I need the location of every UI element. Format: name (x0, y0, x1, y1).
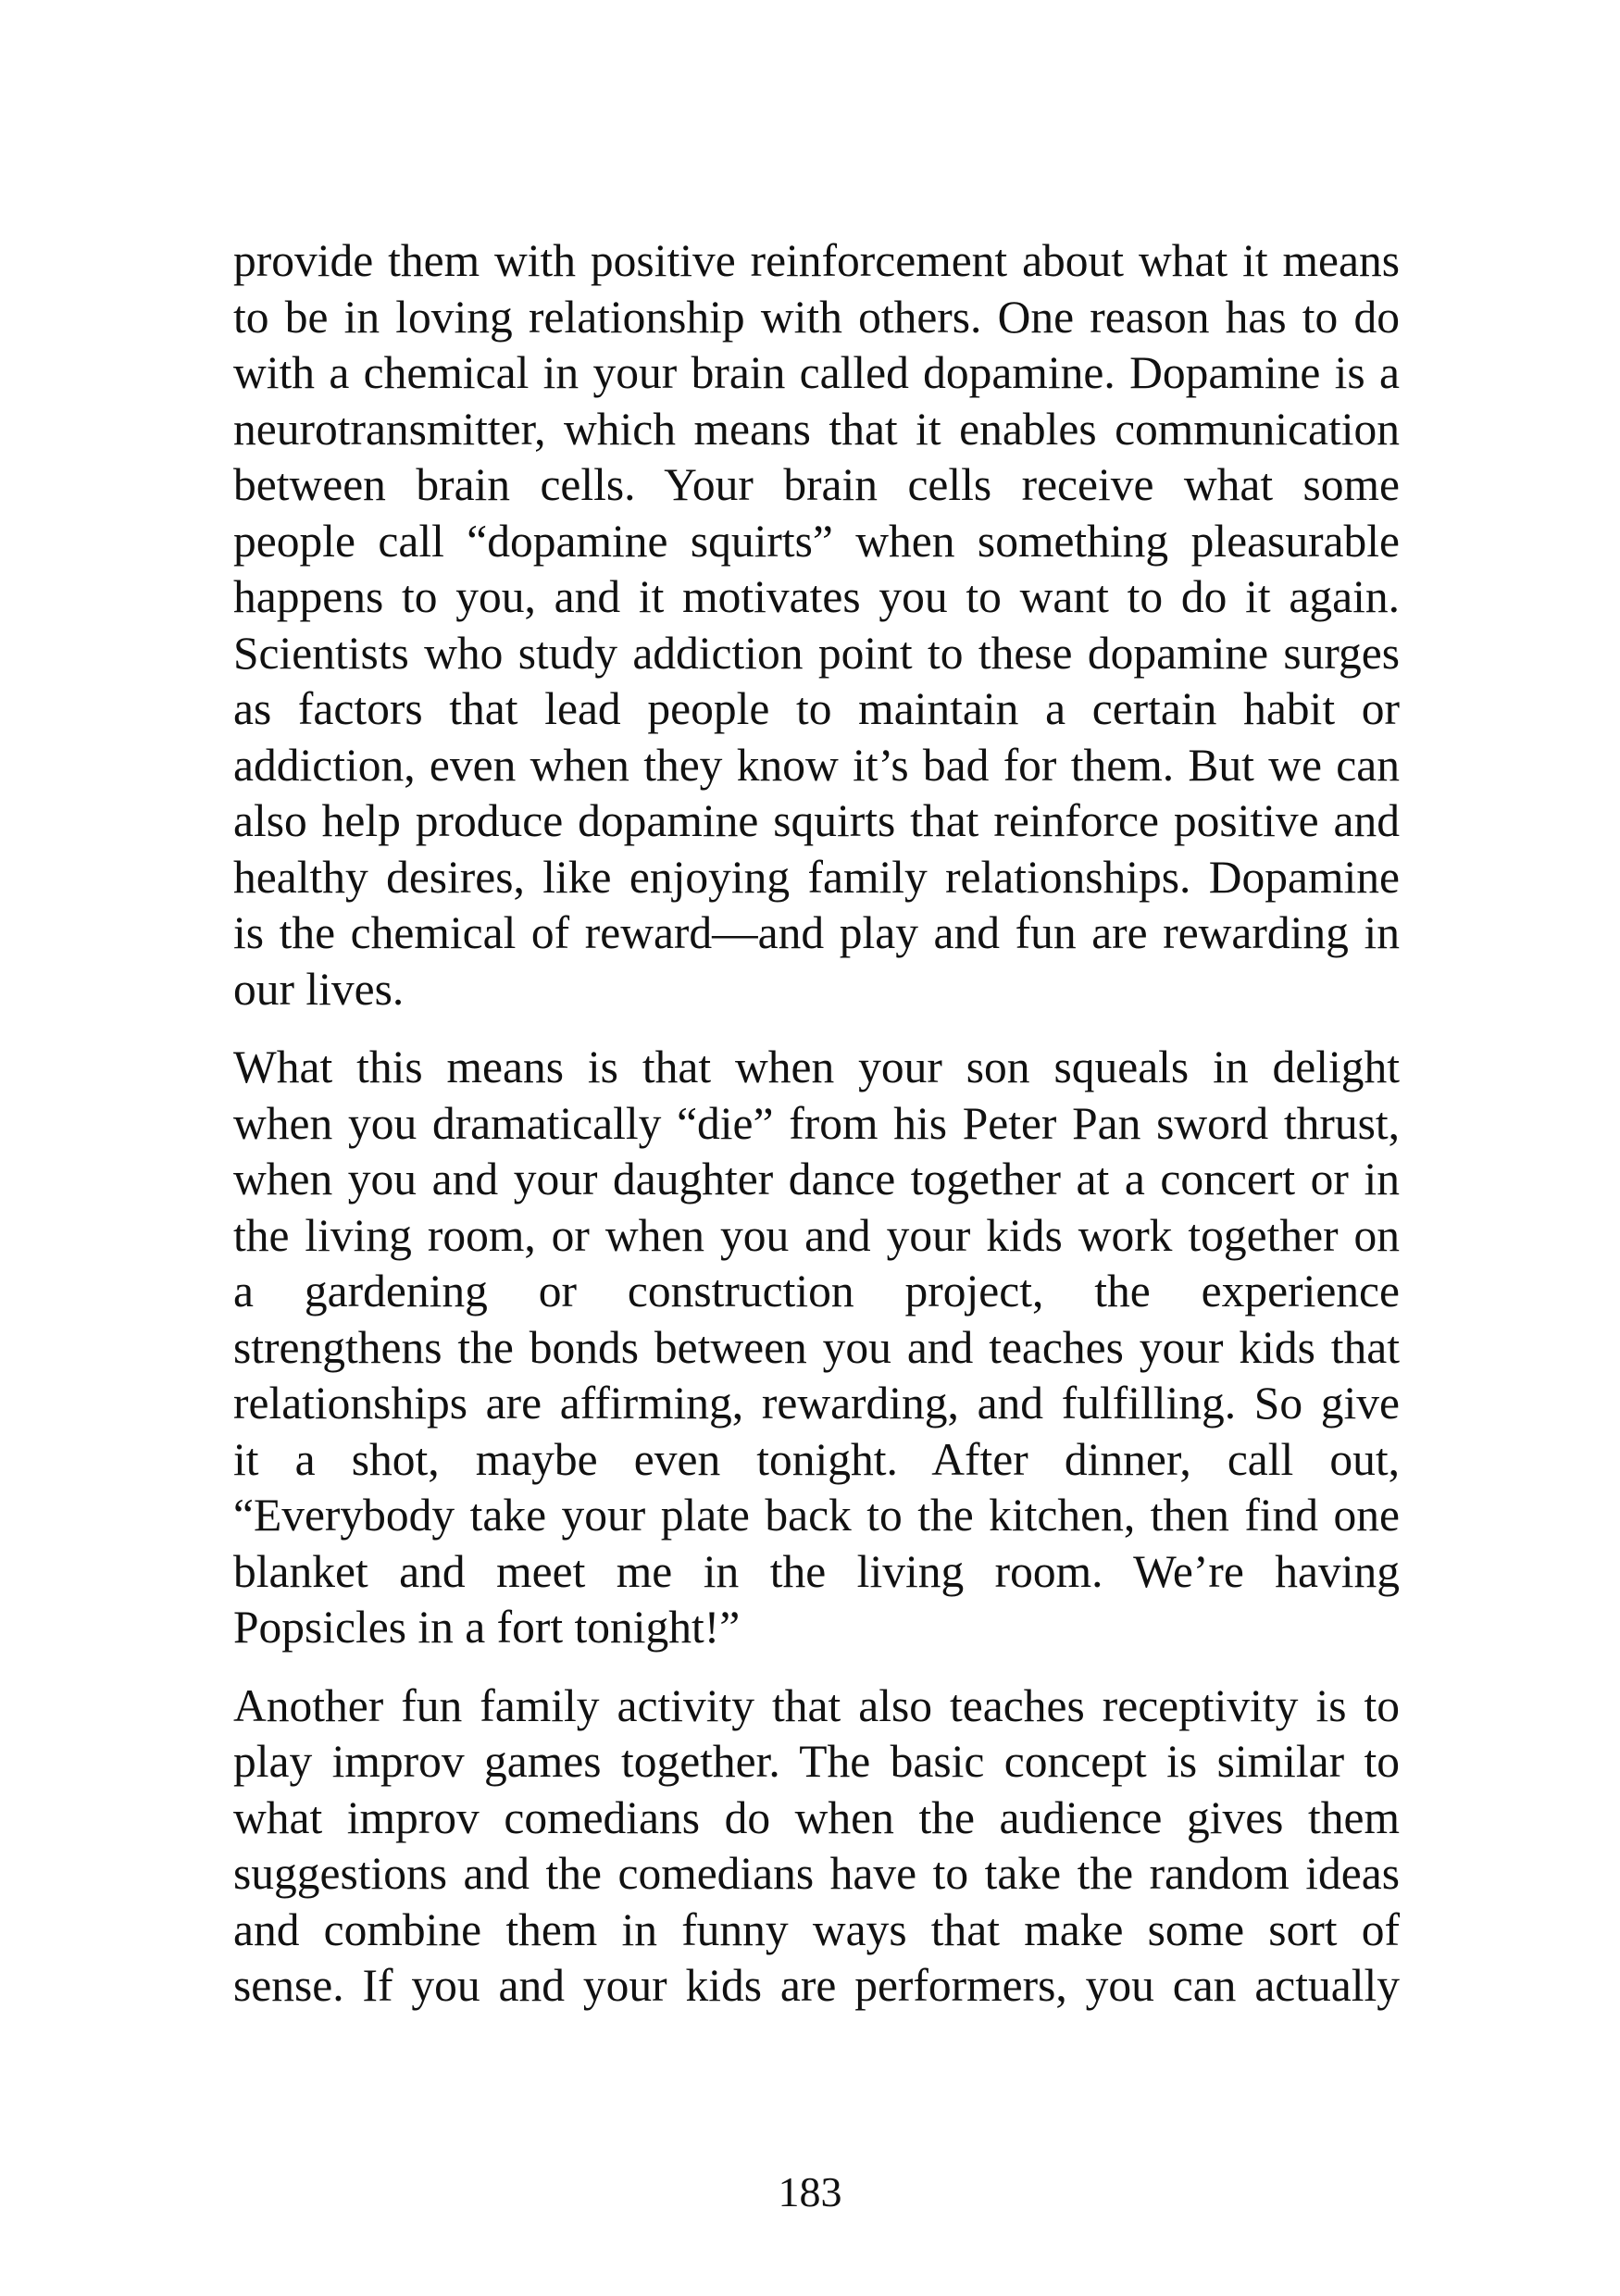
text-line: Another fun family activity that also teaches receptivity is to (233, 1679, 1400, 1731)
text-line: people call “dopamine squirts” when something pleasurable (233, 515, 1400, 567)
text-line: strengthens the bonds between you and teaches your kids that (233, 1321, 1400, 1373)
text-line: suggestions and the comedians have to take the random ideas (233, 1848, 1400, 1899)
text-line: blanket and meet me in the living room. We’re having (233, 1545, 1400, 1597)
text-line: when you and your daughter dance together at a concert or in (233, 1154, 1400, 1204)
page-number: 183 (778, 2168, 842, 2215)
text-line: healthy desires, like enjoying family relationships. Dopamine (233, 851, 1400, 903)
text-line: sense. If you and your kids are performers, you can actually (233, 1960, 1400, 2011)
text-line: relationships are affirming, rewarding, and fulfilling. So give (233, 1378, 1400, 1429)
text-line: what improv comedians do when the audience gives them (233, 1791, 1400, 1843)
text-line: as factors that lead people to maintain a certain habit or (233, 683, 1400, 734)
text-line: to be in loving relationship with others. One reason has to do (233, 291, 1400, 343)
text-line: and combine them in funny ways that make some sort of (233, 1903, 1400, 1955)
text-line: when you dramatically “die” from his Peter Pan sword thrust, (233, 1097, 1400, 1149)
text-line: play improv games together. The basic concept is similar to (233, 1736, 1400, 1787)
text-line: is the chemical of reward—and play and fun are rewarding in (233, 907, 1400, 958)
paragraph-1 (233, 233, 1400, 1017)
text-line: What this means is that when your son squeals in delight (233, 1042, 1400, 1092)
text-line: happens to you, and it motivates you to want to do it again. (233, 571, 1400, 622)
text-line: the living room, or when you and your kids work together on (233, 1209, 1400, 1261)
paragraph-3 (233, 1678, 1400, 2015)
text-line: with a chemical in your brain called dopamine. Dopamine is a (233, 347, 1400, 398)
text-line: neurotransmitter, which means that it enables communication (233, 403, 1400, 455)
text-line: addiction, even when they know it’s bad for them. But we can (233, 739, 1400, 791)
paragraph-2 (233, 1040, 1400, 1656)
text-line: Scientists who study addiction point to these dopamine surges (233, 627, 1400, 679)
text-line: Popsicles in a fort tonight!” (233, 1602, 741, 1653)
text-line: a gardening or construction project, the experience (233, 1266, 1400, 1316)
body-text (233, 233, 1400, 2037)
text-line: between brain cells. Your brain cells receive what some (233, 459, 1400, 510)
text-line: it a shot, maybe even tonight. After dinner, call out, (233, 1433, 1400, 1485)
text-line: provide them with positive reinforcement about what it means (233, 235, 1400, 286)
text-line: also help produce dopamine squirts that reinforce positive and (233, 795, 1400, 846)
text-line: our lives. (233, 963, 405, 1015)
text-line: “Everybody take your plate back to the kitchen, then find one (233, 1490, 1400, 1541)
